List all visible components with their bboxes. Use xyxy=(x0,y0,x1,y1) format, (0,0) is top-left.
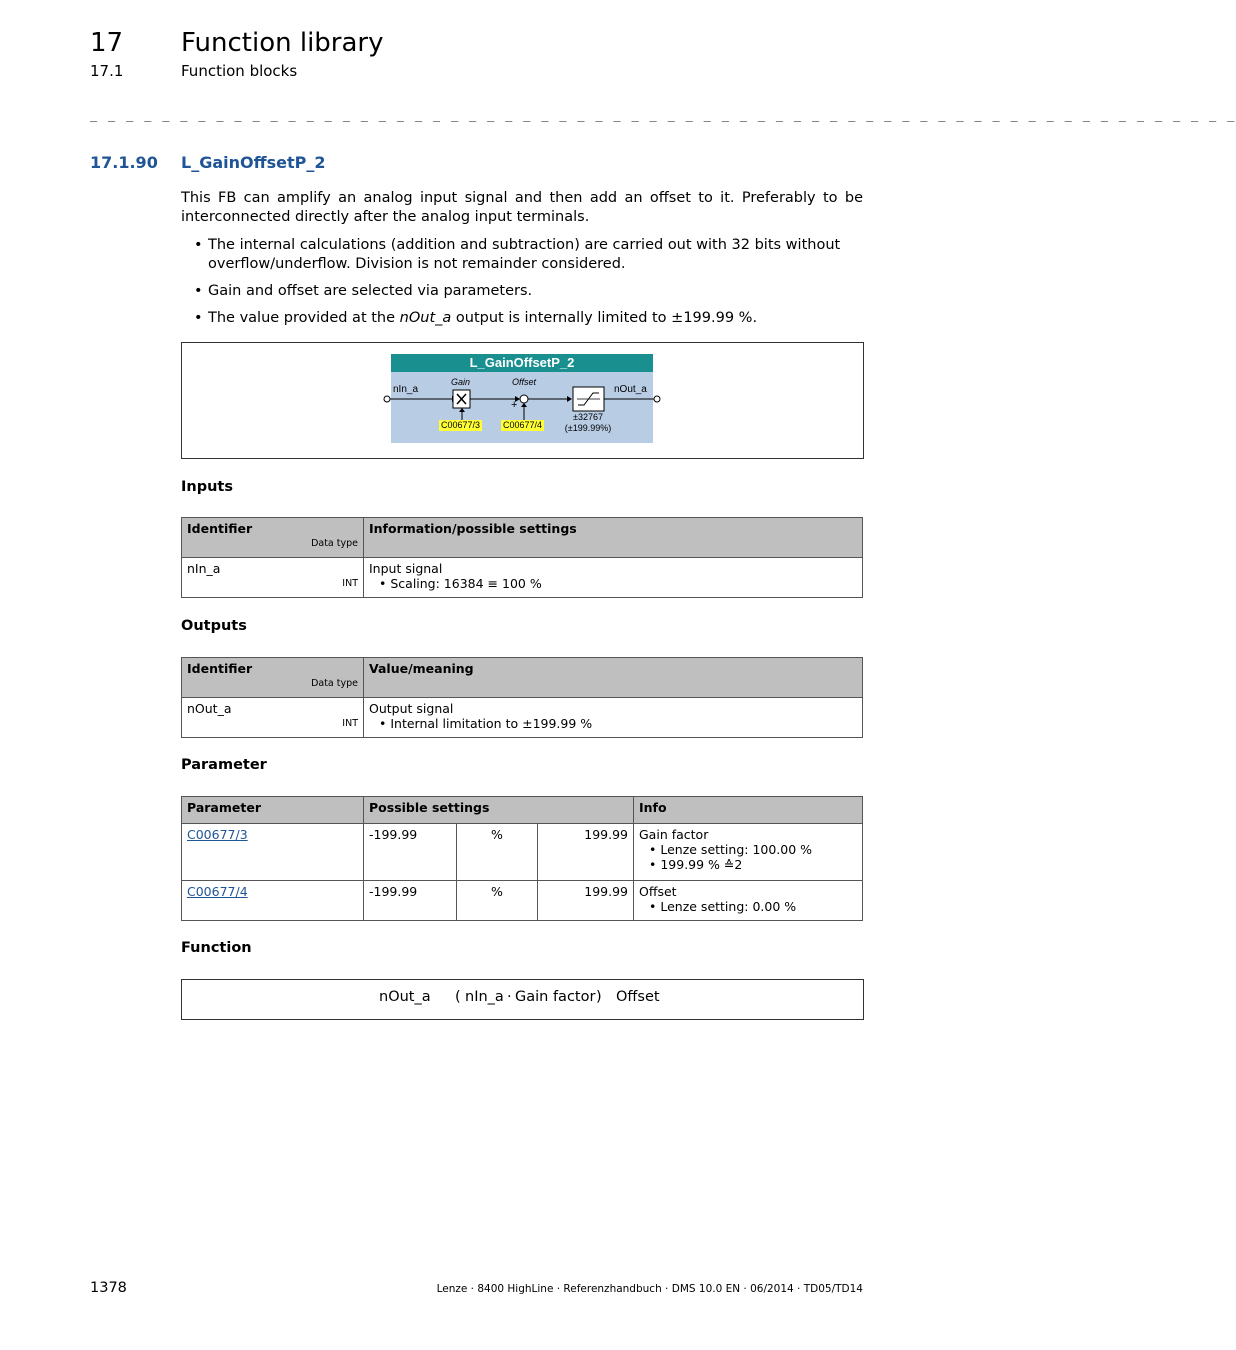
gain-param-tag: C00677/3 xyxy=(441,420,481,430)
adder-icon xyxy=(520,395,528,403)
output-name-italic: nOut_a xyxy=(399,310,452,326)
chapter-title: Function library xyxy=(181,28,384,58)
footer-text: Lenze · 8400 HighLine · Referenzhandbuch · DMS 10.0 EN · 06/2014 · TD05/TD14 xyxy=(436,1283,863,1295)
section-number: 17.1 xyxy=(90,62,124,80)
plus-sign: + xyxy=(511,399,518,411)
inputs-table xyxy=(181,517,863,598)
header-rule: _ _ _ _ _ _ _ _ _ _ _ _ _ _ _ _ _ _ _ _ _ _ _ _ _ _ _ _ _ _ _ _ _ _ _ _ _ _ _ _ _ _ _ _ _ _ _ _ _ _ _ _ _ _ _ _ _ _ _ _ _ _ _ _ xyxy=(90,108,1236,122)
table-header: Parameter xyxy=(182,797,364,824)
offset-label: Offset xyxy=(512,377,537,387)
param-link-c00677-4[interactable]: C00677/4 xyxy=(187,884,248,899)
table-header: Identifier Data type xyxy=(182,658,364,698)
list-item: • Gain and offset are selected via parameters. xyxy=(181,282,863,301)
formula-input: nIn_a xyxy=(465,989,504,1005)
formula-gain: Gain factor xyxy=(515,989,596,1005)
param-link-c00677-3[interactable]: C00677/3 xyxy=(187,827,248,842)
outputs-table xyxy=(181,657,863,738)
diagram-input-label: nIn_a xyxy=(393,384,419,395)
section-title: Function blocks xyxy=(181,62,298,80)
gain-label: Gain xyxy=(451,377,471,387)
table-header: Info xyxy=(634,797,863,824)
limit-value: ±32767 xyxy=(573,412,603,422)
list-item: • The internal calculations (addition and subtraction) are carried out with 32 bits without overflow/underflow. Division is not remainder considered. xyxy=(181,236,863,274)
offset-param-tag: C00677/4 xyxy=(503,420,543,430)
formula-offset: Offset xyxy=(616,989,660,1005)
formula-close: ) xyxy=(596,989,602,1005)
limit-percent: (±199.99%) xyxy=(564,423,612,433)
table-row: nIn_a INT Input signal • Scaling: 16384 ≡ 100 % xyxy=(182,558,863,598)
formula-open: ( xyxy=(455,989,461,1005)
parameter-heading: Parameter xyxy=(181,757,267,773)
table-row: C00677/4 -199.99 % 199.99 Offset • Lenze setting: 0.00 % xyxy=(182,881,863,921)
function-formula-box xyxy=(181,979,864,1020)
feature-list xyxy=(181,236,863,336)
table-header: Identifier Data type xyxy=(182,518,364,558)
function-heading: Function xyxy=(181,940,252,956)
input-connector-icon xyxy=(384,396,390,402)
intro-paragraph: This FB can amplify an analog input signal and then add an offset to it. Preferably to be interconnected directly after the analog input terminals. xyxy=(181,190,863,225)
heading-number: 17.1.90 xyxy=(90,153,158,172)
output-connector-icon xyxy=(654,396,660,402)
chapter-number: 17 xyxy=(90,28,124,58)
inputs-heading: Inputs xyxy=(181,479,233,495)
list-item: • The value provided at the nOut_a output is internally limited to ±199.99 %. xyxy=(181,309,863,328)
table-header: Information/possible settings xyxy=(364,518,863,558)
table-header: Possible settings xyxy=(364,797,634,824)
table-header: Value/meaning xyxy=(364,658,863,698)
page-number: 1378 xyxy=(90,1280,127,1296)
function-block-title: L_GainOffsetP_2 xyxy=(391,354,653,372)
diagram-output-label: nOut_a xyxy=(614,384,647,395)
outputs-heading: Outputs xyxy=(181,618,247,634)
table-row: C00677/3 -199.99 % 199.99 Gain factor • Lenze setting: 100.00 % • 199.99 % ≙2 xyxy=(182,824,863,881)
parameter-table xyxy=(181,796,863,921)
table-row: nOut_a INT Output signal • Internal limitation to ±199.99 % xyxy=(182,698,863,738)
formula-output: nOut_a xyxy=(379,989,431,1005)
heading-title: L_GainOffsetP_2 xyxy=(181,153,326,172)
formula-dot: · xyxy=(507,989,512,1005)
